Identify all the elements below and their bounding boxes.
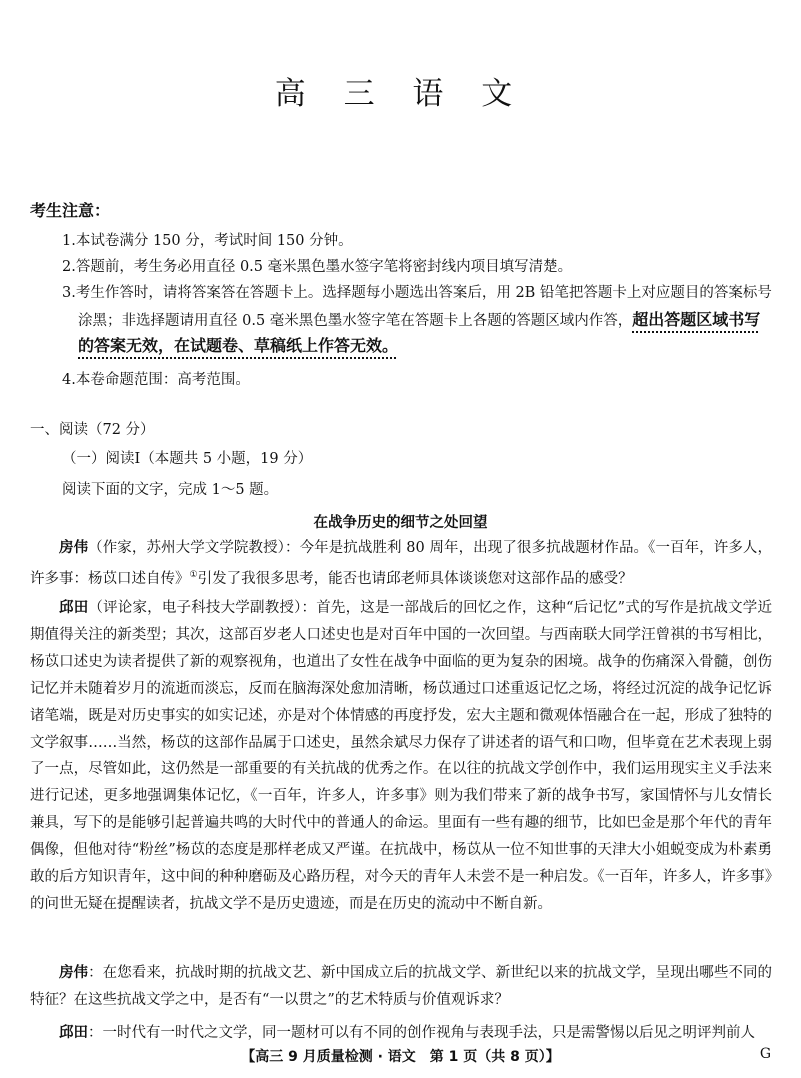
article-title: 在战争历史的细节之处回望 xyxy=(313,515,488,531)
footnote-marker: ① xyxy=(189,569,198,580)
article-paragraph-3 xyxy=(30,960,772,1014)
speaker-name: 邱田 xyxy=(59,1025,88,1041)
paragraph-text: （作家，苏州大学文学院教授）：今年是抗战胜利 80 周年，出现了很多抗战题材作品。《一百年，许多人，许多事：杨苡口述自传》 xyxy=(30,540,772,587)
paragraph-text: （评论家，电子科技大学副教授）：首先，这是一部战后的回忆之作，这种“后记忆”式的写作是抗战文学近期值得关注的新类型；其次，这部百岁老人口述史也是对百年中国的一次回望。与西南联大同学汪曾祺的书写相比，杨苡口述史为读者提供了新的观察视角，也道出了女性在战争中面临的更为复杂的困境。战争的伤痛深入骨髓，创伤记忆并未随着岁月的流逝而淡忘，反而在脑海深处愈加清晰，杨苡通过口述重返记忆之场，将经过沉淀的战争记忆诉诸笔端，既是对历史事实的如实记述，亦是对个体情感的再度抒发，宏大主题和微观体悟融合在一起，形成了独特的文学叙事……当然，杨苡的这部作品属于口述史，虽然余斌尽力保存了讲述者的语气和口吻，但毕竟在艺术表现上弱了一点，尽管如此，这仍然是一部重要的有关抗战的优秀之作。在以往的抗战文学创作中，我们运用现实主义手法来进行记述，更多地强调集体记忆，《一百年，许多人，许多事》则为我们带来了新的战争书写，家国情怀与儿女情长兼具，写下的是能够引起普遍共鸣的大时代中的普通人的命运。里面有一些有趣的细节，比如巴金是那个年代的青年偶像，但他对待“粉丝”杨苡的态度是那样老成又严谨。在抗战中，杨苡从一位不知世事的天津大小姐蜕变成为朴素勇敢的后方知识青年，这中间的种种磨砺及心路历程，对今天的青年人未尝不是一种启发。《一百年，许多人，许多事》的问世无疑在提醒读者，抗战文学不是历史遗迹，而是在历史的流动中不断自新。 xyxy=(30,600,772,912)
version-code: G xyxy=(759,1046,771,1062)
article-paragraph-4 xyxy=(30,1020,772,1046)
notice-item-3: 3.考生作答时，请将答案答在答题卡上。选择题每小题选出答案后，用 2B 铅笔把答题卡上对应题目的答案标号 xyxy=(62,285,772,301)
section-subheading: （一）阅读Ⅰ（本题共 5 小题，19 分） xyxy=(62,451,313,467)
paragraph-text: ：一时代有一时代之文学，同一题材可以有不同的创作视角与表现手法，只是需警惕以后见之明评判前人 xyxy=(88,1025,755,1041)
notice-item-2: 2.答题前，考生务必用直径 0.5 毫米黑色墨水签字笔将密封线内项目填写清楚。 xyxy=(62,259,573,275)
page-footer: 【高三 9 月质量检测 · 语文 第 1 页（共 8 页）】 xyxy=(241,1049,560,1065)
notice-item-4: 4.本卷命题范围：高考范围。 xyxy=(62,372,250,388)
article-paragraph-2 xyxy=(30,595,772,918)
notice-heading: 考生注意： xyxy=(30,201,111,220)
section-heading: 一、阅读（72 分） xyxy=(30,422,155,438)
notice-emphasis-2: 的答案无效，在试题卷、草稿纸上作答无效。 xyxy=(78,336,399,355)
notice-emphasis-line xyxy=(78,333,398,356)
notice-item-3-cont xyxy=(78,307,760,330)
paragraph-text: 引发了我很多思考，能否也请邱老师具体谈谈您对这部作品的感受？ xyxy=(197,570,633,587)
speaker-name: 房伟 xyxy=(59,540,89,556)
notice-item-3-text: 涂黑；非选择题请用直径 0.5 毫米黑色墨水签字笔在答题卡上各题的答题区域内作答， xyxy=(78,313,633,329)
speaker-name: 邱田 xyxy=(59,600,89,616)
page-title: 高 三 语 文 xyxy=(274,76,527,112)
article-paragraph-1 xyxy=(30,535,772,593)
notice-emphasis-1: 超出答题区域书写 xyxy=(632,310,761,329)
paragraph-text: ：在您看来，抗战时期的抗战文艺、新中国成立后的抗战文学、新世纪以来的抗战文学，呈现出哪些不同的特征？在这些抗战文学之中，是否有“一以贯之”的艺术特质与价值观诉求？ xyxy=(30,965,773,1008)
notice-item-1: 1.本试卷满分 150 分，考试时间 150 分钟。 xyxy=(62,233,353,249)
section-instruction: 阅读下面的文字，完成 1～5 题。 xyxy=(62,482,279,498)
speaker-name: 房伟 xyxy=(59,965,89,981)
